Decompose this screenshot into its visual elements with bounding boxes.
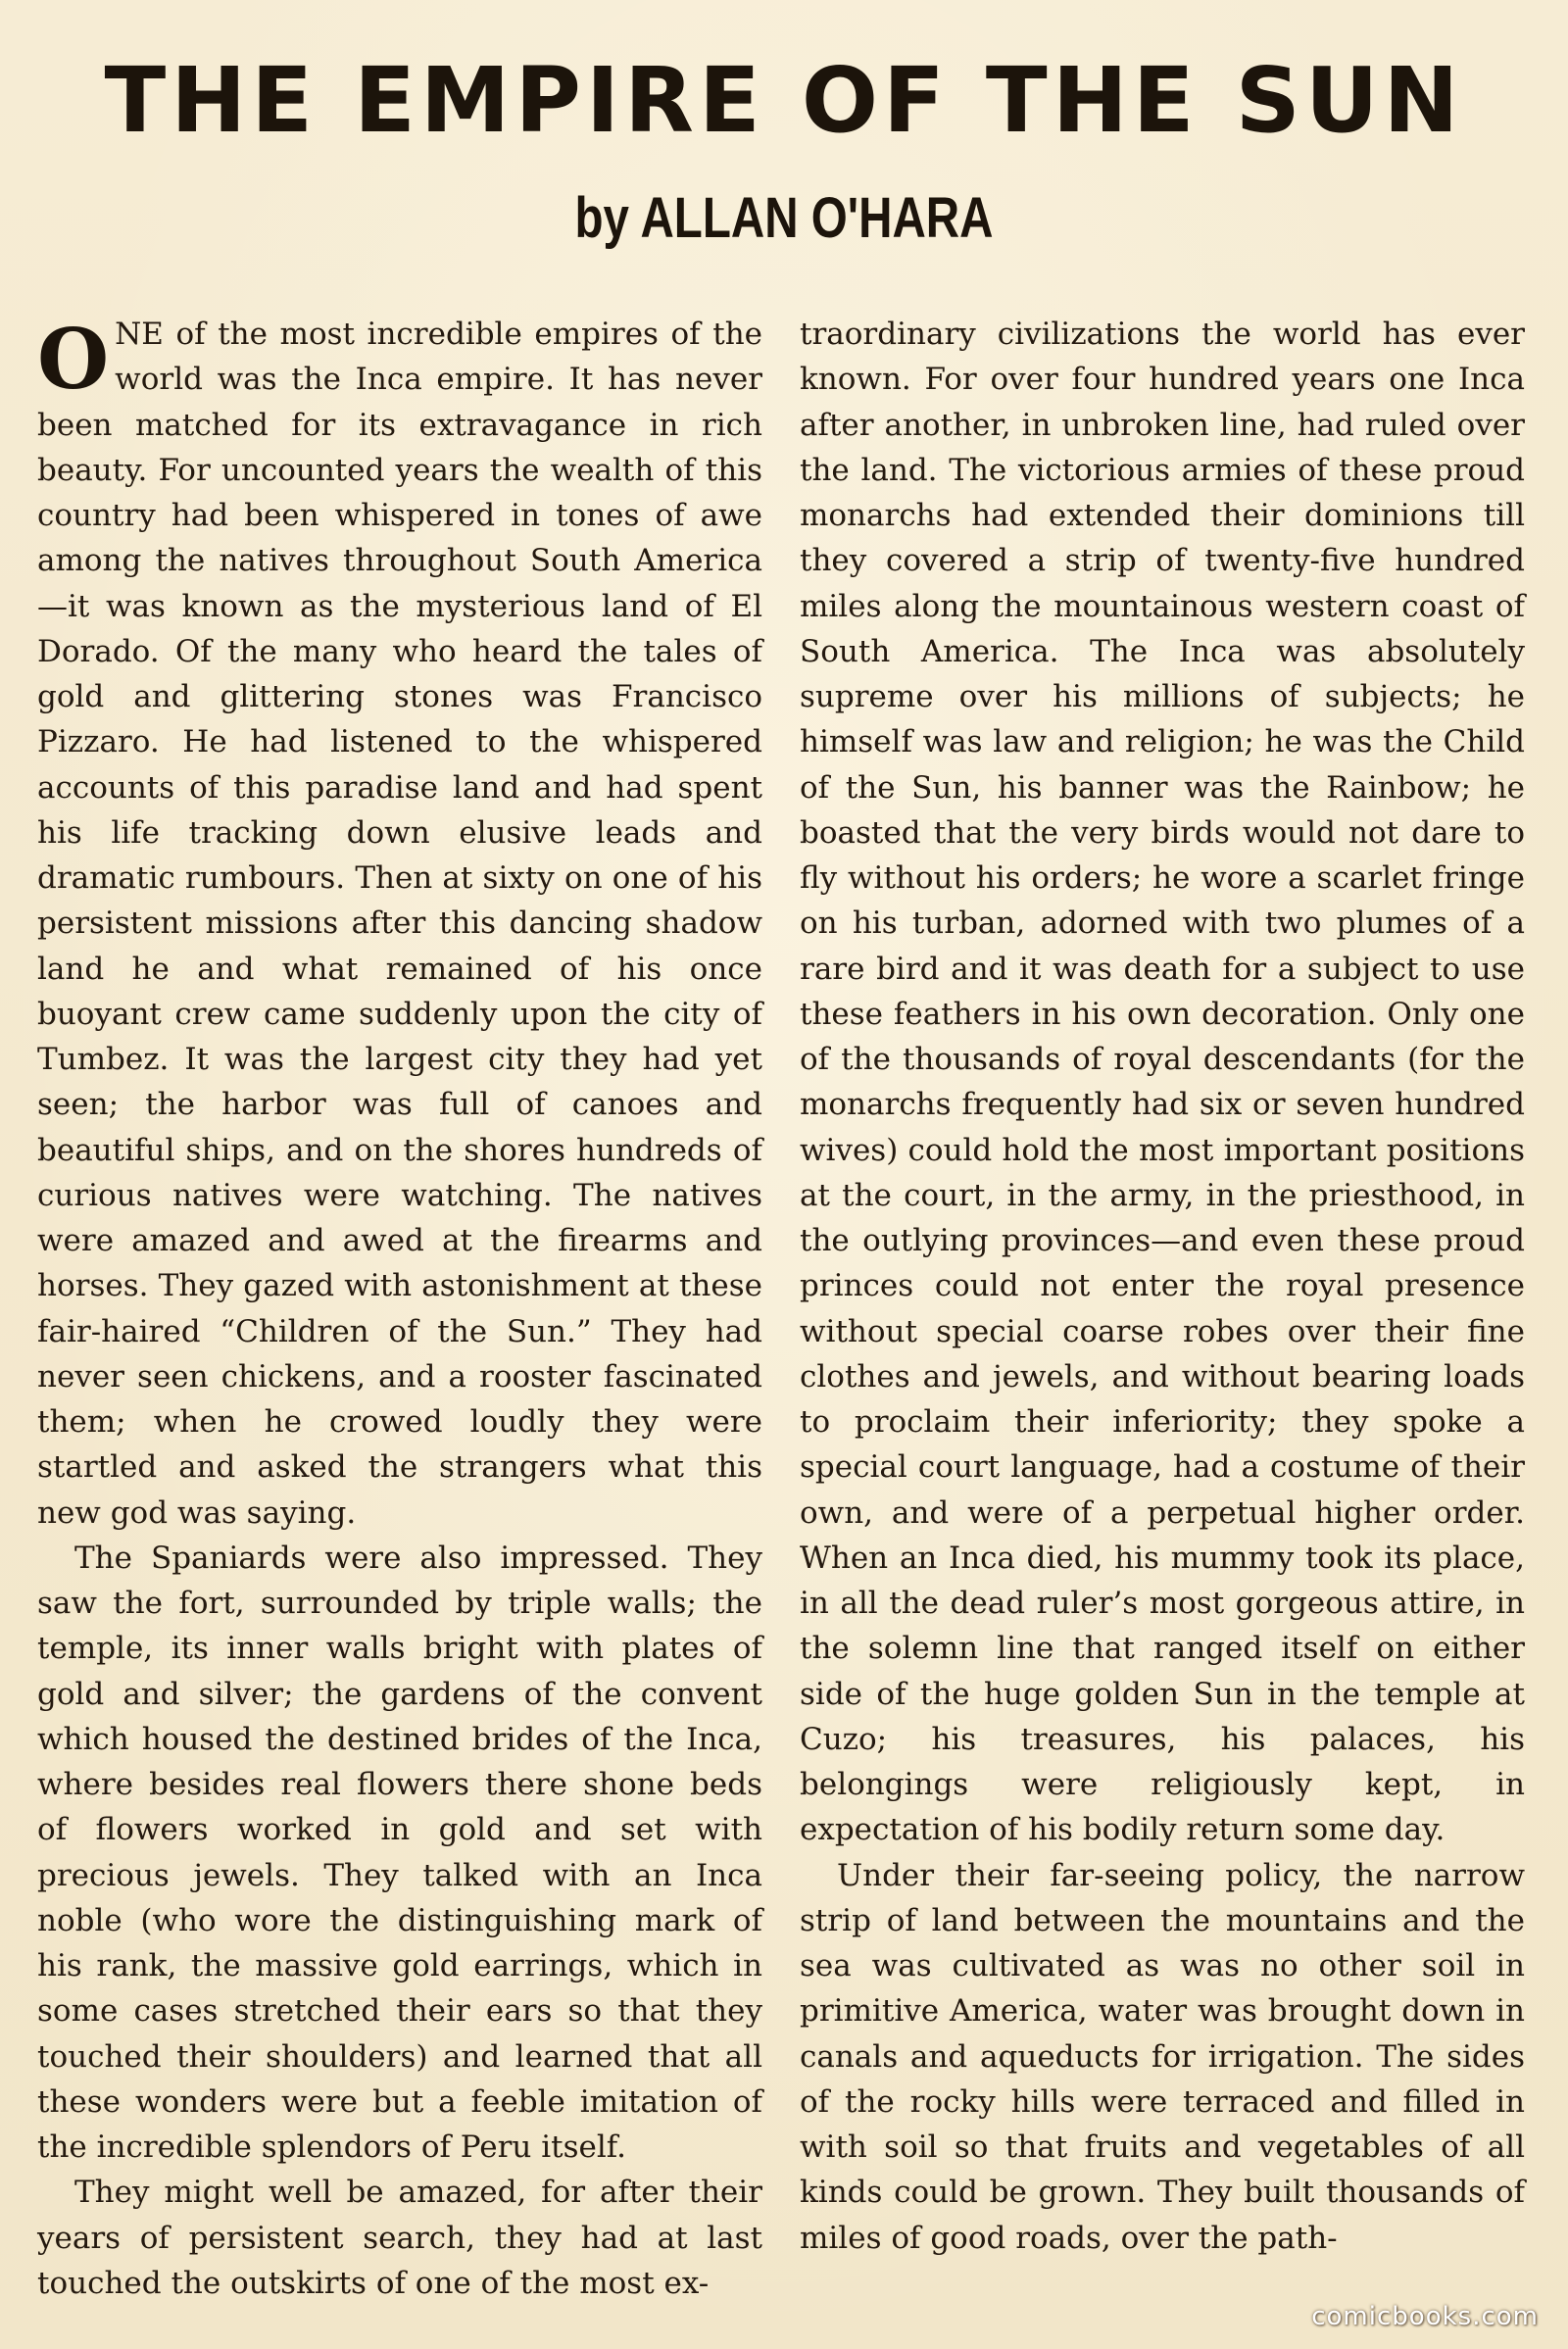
drop-cap: O — [37, 311, 110, 408]
right-column — [800, 312, 1525, 2261]
paragraph — [37, 312, 762, 1536]
article-title: THE EMPIRE OF THE SUN — [104, 48, 1464, 153]
left-column — [37, 312, 762, 2306]
paragraph: The Spaniards were also impressed. They saw the fort, surrounded by triple walls; the temple, its inner walls bright with plates of gold and silver; the gardens of the convent which housed the destined brides of the Inca, where besides real flowers there shone beds of flowers worked in gold and set with precious jewels. They talked with an Inca noble (who wore the distinguishing mark of his rank, the massive gold earrings, which in some cases stretched their ears so that they touched their shoulders) and learned that all these wonders were but a feeble imitation of the incredible splendors of Peru itself. — [37, 1540, 762, 2165]
paragraph-text: NE of the most incredible empires of the world was the Inca empire. It has never been matched for its extravagance in rich beauty. For uncounted years the wealth of this country had been whispered in tones of awe among the natives throughout South America—it was known as the mysterious land of El Dorado. Of the many who heard the tales of gold and glittering stones was Francisco Pizzaro. He had listened to the whispered accounts of this paradise land and had spent his life tracking down elusive leads and dramatic rumbours. Then at sixty on one of his persistent missions after this dancing shadow land he and what remained of his once buoyant crew came suddenly upon the city of Tumbez. It was the largest city they had yet seen; the harbor was full of canoes and beautiful ships, and on the shores hundreds of curious natives were watching. The natives were amazed and awed at the firearms and horses. They gazed with astonishment at these fair-haired “Children of the Sun.” They had never seen chickens, and a rooster fascinated them; when he crowed loudly they were startled and asked the strangers what this new god was saying. — [37, 317, 762, 1531]
site-watermark: comicbooks.com — [1311, 2302, 1539, 2331]
article-byline: by ALLAN O'HARA — [574, 186, 994, 250]
paragraph: traordinary civilizations the world has ever known. For over four hundred years one Inca after another, in unbroken line, had ruled over the land. The victorious armies of these proud monarchs had extended their dominions till they covered a strip of twenty-five hundred miles along the mountainous western coast of South America. The Inca was absolutely supreme over his millions of subjects; he himself was law and religion; he was the Child of the Sun, his banner was the Rainbow; he boasted that the very birds would not dare to fly without his orders; he wore a scarlet fringe on his turban, adorned with two plumes of a rare bird and it was death for a subject to use these feathers in his own decoration. Only one of the thousands of royal descendants (for the monarchs frequently had six or seven hundred wives) could hold the most important positions at the court, in the army, in the priesthood, in the outlying provinces—and even these proud princes could not enter the royal presence without special coarse robes over their fine clothes and jewels, and without bearing loads to proclaim their inferiority; they spoke a special court language, had a costume of their own, and were of a perpetual higher order. When an Inca died, his mummy took its place, in all the dead ruler’s most gorgeous attire, in the solemn line that ranged itself on either side of the huge golden Sun in the temple at Cuzo; his treasures, his palaces, his belongings were religiously kept, in expectation of his bodily return some day. — [800, 317, 1525, 1848]
paragraph: Under their far-seeing policy, the narrow strip of land between the mountains and the sea was cultivated as was no other soil in primitive America, water was brought down in canals and aqueducts for irrigation. The sides of the rocky hills were terraced and filled in with soil so that fruits and vegetables of all kinds could be grown. They built thousands of miles of good roads, over the path- — [800, 1857, 1525, 2256]
paragraph: They might well be amazed, for after their years of persistent search, they had at last touched the outskirts of one of the most ex- — [37, 2175, 762, 2301]
